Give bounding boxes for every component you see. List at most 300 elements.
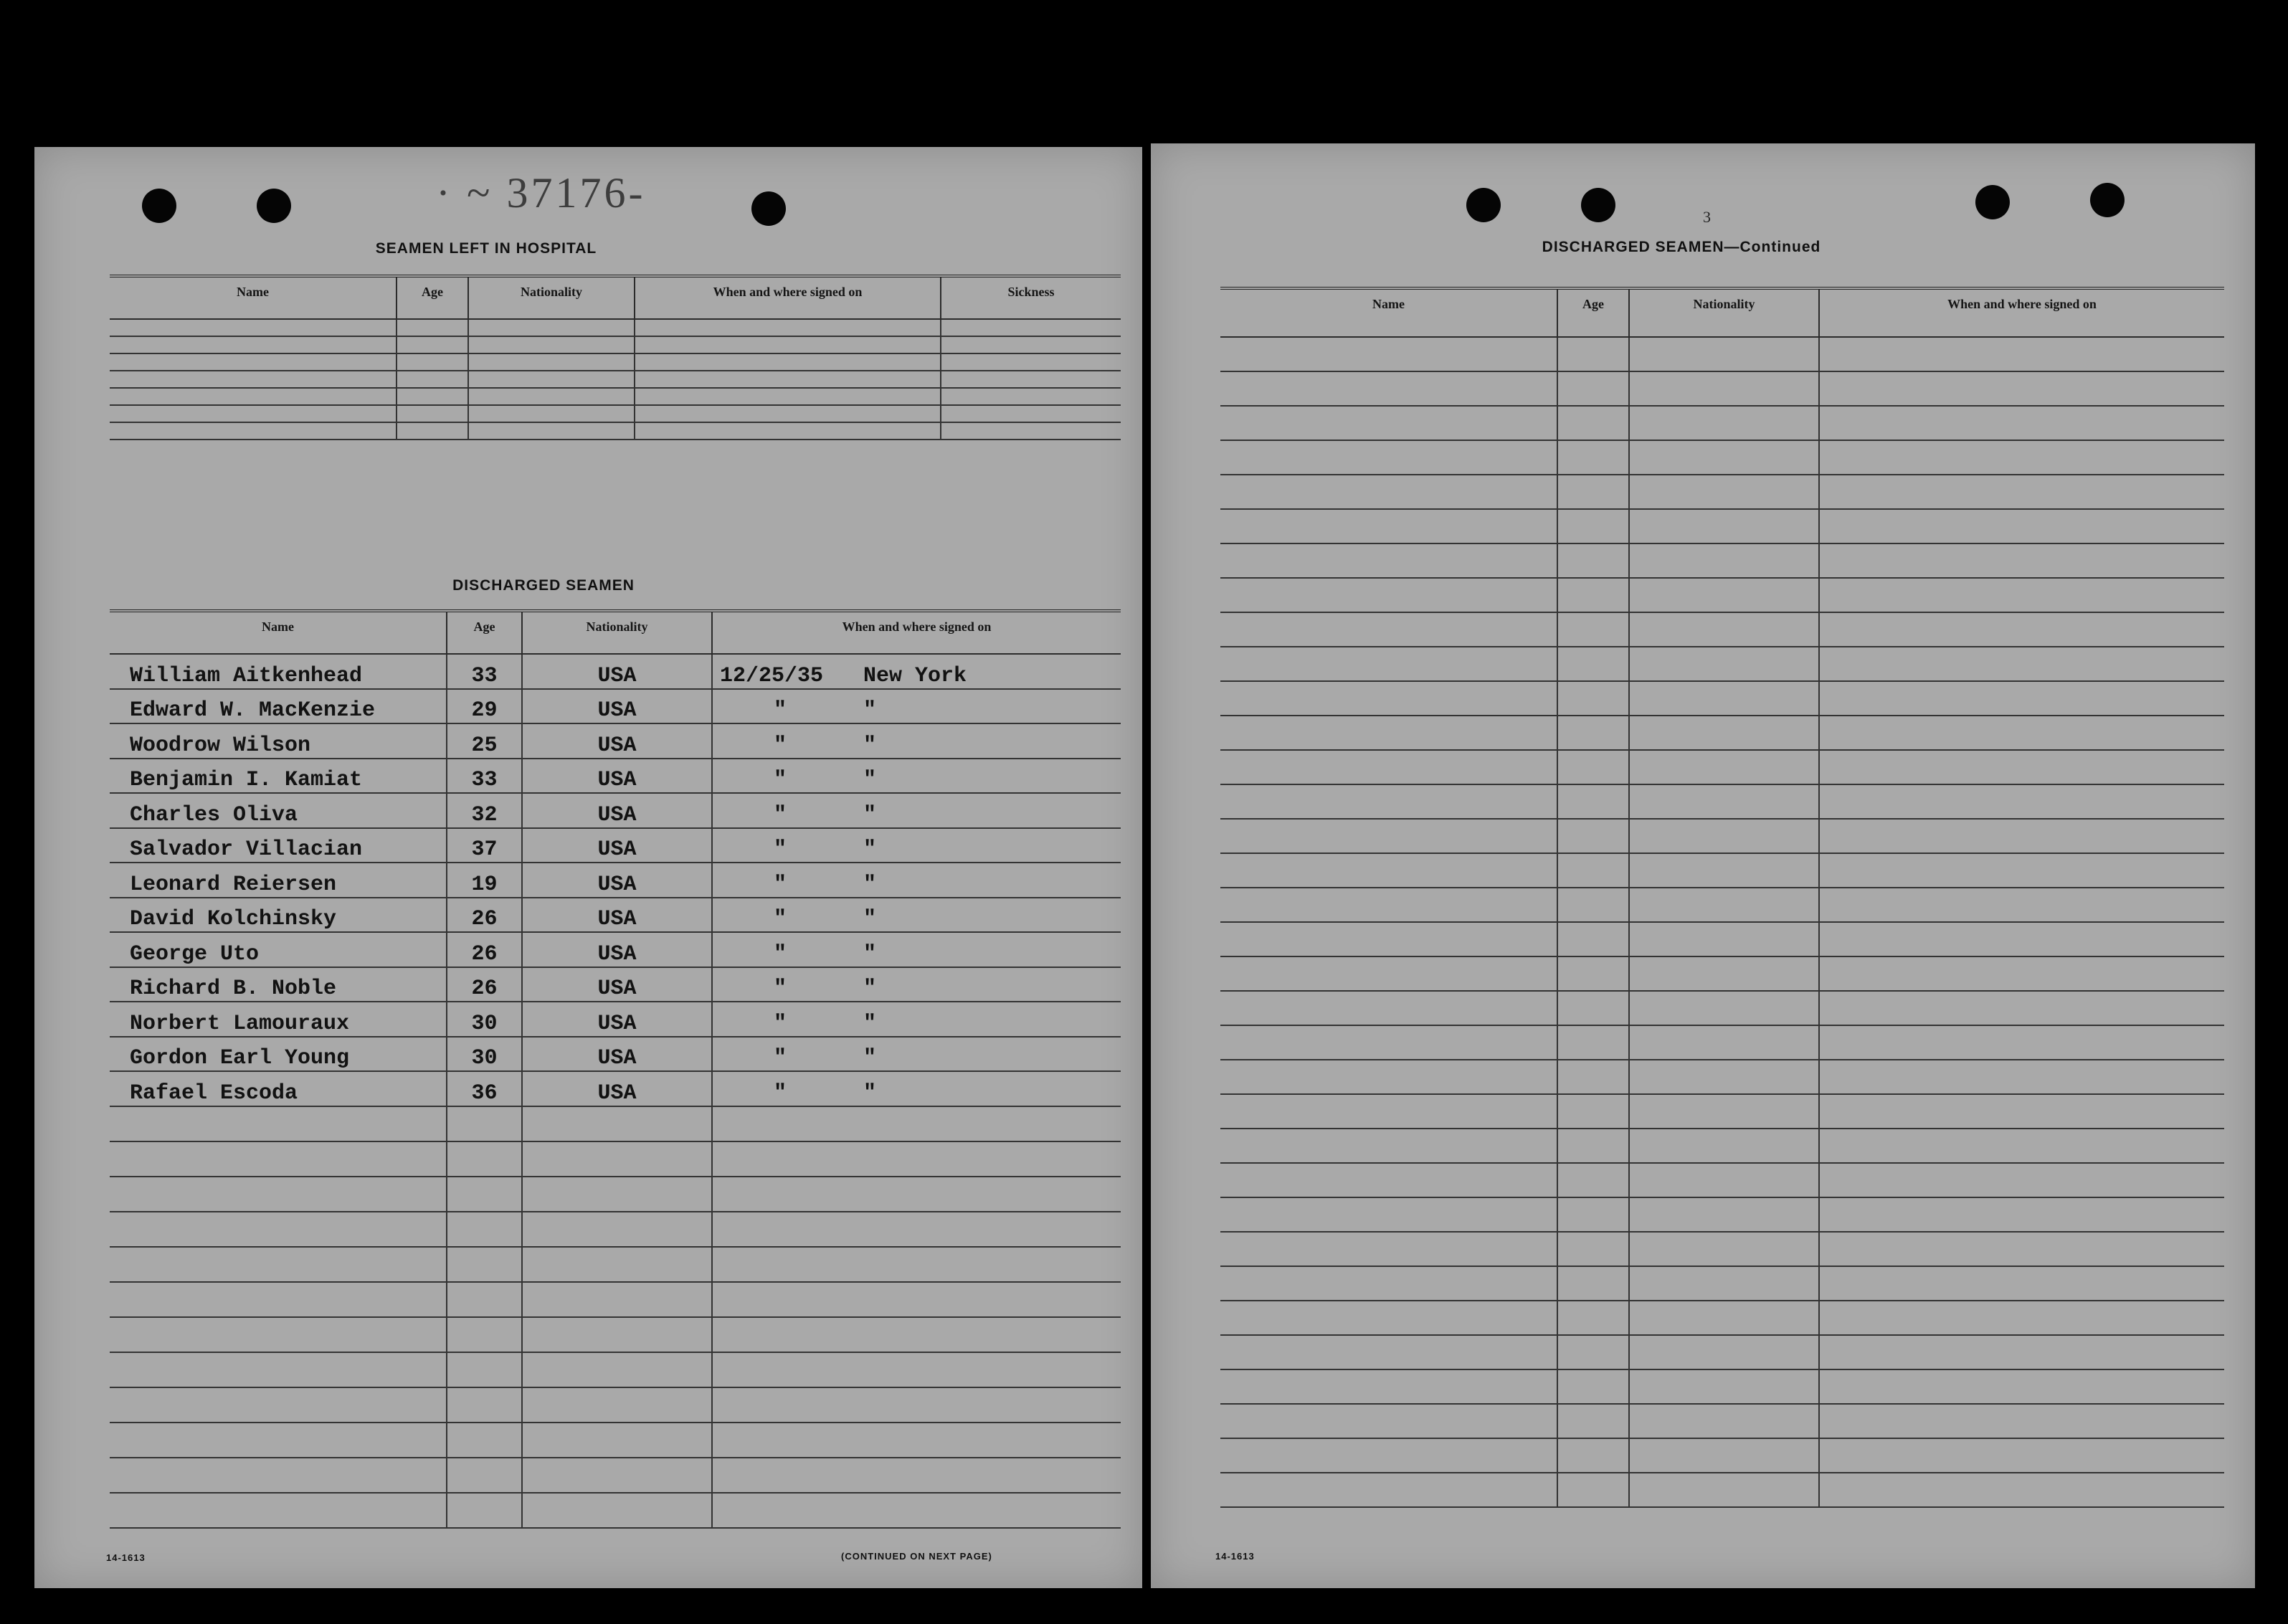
signed-on-date: " (774, 698, 787, 723)
table-row (110, 863, 1121, 898)
table-cell (712, 1106, 1121, 1141)
table-cell (1629, 578, 1819, 612)
table-cell (1220, 1094, 1557, 1129)
table-cell (941, 422, 1121, 440)
left-page (34, 147, 1142, 1588)
signed-on-cell (712, 967, 1121, 1002)
column-header-signed-on: When and where signed on (712, 611, 1121, 654)
table-cell (712, 1493, 1121, 1528)
seaman-age: 26 (447, 898, 522, 933)
table-cell (1557, 1163, 1629, 1197)
table-cell (941, 353, 1121, 371)
table-cell (941, 388, 1121, 405)
table-cell (1220, 1404, 1557, 1438)
table-row (1220, 612, 2224, 647)
table-row (110, 967, 1121, 1002)
table-cell (941, 336, 1121, 353)
table-cell (635, 353, 941, 371)
table-cell (1220, 888, 1557, 922)
table-cell (1819, 784, 2224, 819)
table-row (1220, 1129, 2224, 1163)
signed-on-place: " (863, 802, 877, 827)
table-row (1220, 647, 2224, 681)
signed-on-cell (712, 689, 1121, 724)
table-row (1220, 1197, 2224, 1232)
table-cell (1557, 1232, 1629, 1266)
table-cell (522, 1317, 712, 1352)
table-row (1220, 337, 2224, 371)
signed-on-date: " (774, 733, 787, 758)
signed-on-cell (712, 828, 1121, 863)
column-header-sickness: Sickness (941, 276, 1121, 319)
table-cell (110, 1387, 447, 1423)
seaman-name: Leonard Reiersen (110, 863, 447, 898)
table-cell (447, 1106, 522, 1141)
signed-on-place: " (863, 1011, 877, 1036)
table-cell (1629, 853, 1819, 888)
table-cell (1629, 1025, 1819, 1060)
table-cell (1819, 647, 2224, 681)
table-row (1220, 1404, 2224, 1438)
punch-hole (142, 189, 176, 223)
table-cell (1557, 612, 1629, 647)
seaman-nationality: USA (522, 654, 712, 689)
table-cell (468, 336, 635, 353)
signed-on-cell (712, 898, 1121, 933)
table-cell (1557, 991, 1629, 1025)
table-row (110, 1493, 1121, 1528)
table-cell (1819, 750, 2224, 784)
table-cell (397, 319, 468, 336)
table-cell (1629, 647, 1819, 681)
table-cell (447, 1141, 522, 1177)
seaman-nationality: USA (522, 793, 712, 828)
seaman-name: William Aitkenhead (110, 654, 447, 689)
signed-on-place: " (863, 733, 877, 758)
table-cell (1629, 1129, 1819, 1163)
signed-on-date: " (774, 907, 787, 931)
seaman-nationality: USA (522, 723, 712, 759)
punch-hole (1581, 188, 1615, 222)
table-row (1220, 853, 2224, 888)
table-cell (1220, 1369, 1557, 1404)
column-header-signed-on: When and where signed on (1819, 288, 2224, 337)
table-cell (1557, 406, 1629, 440)
table-cell (712, 1212, 1121, 1247)
table-row (1220, 819, 2224, 853)
table-cell (1629, 1163, 1819, 1197)
seaman-name: Charles Oliva (110, 793, 447, 828)
table-cell (1220, 716, 1557, 750)
signed-on-place: " (863, 837, 877, 862)
column-header-nationality: Nationality (522, 611, 712, 654)
table-cell (1629, 991, 1819, 1025)
continued-note: (CONTINUED ON NEXT PAGE) (841, 1551, 992, 1562)
table-cell (1557, 956, 1629, 991)
table-row (110, 353, 1121, 371)
table-cell (1629, 371, 1819, 406)
table-cell (522, 1282, 712, 1317)
table-cell (1629, 1404, 1819, 1438)
signed-on-cell (712, 723, 1121, 759)
table-cell (1220, 750, 1557, 784)
table-row (1220, 681, 2224, 716)
table-cell (1629, 1335, 1819, 1369)
table-cell (1220, 956, 1557, 991)
table-cell (1220, 509, 1557, 543)
table-cell (1557, 475, 1629, 509)
table-row (1220, 1335, 2224, 1369)
table-row (1220, 1301, 2224, 1335)
signed-on-place: " (863, 907, 877, 931)
table-cell (1220, 371, 1557, 406)
table-cell (1557, 371, 1629, 406)
table-cell (447, 1387, 522, 1423)
table-row (110, 1282, 1121, 1317)
table-cell (1819, 1129, 2224, 1163)
table-cell (110, 1423, 447, 1458)
seaman-age: 19 (447, 863, 522, 898)
table-cell (1220, 612, 1557, 647)
table-cell (712, 1247, 1121, 1282)
table-cell (1220, 475, 1557, 509)
table-cell (1819, 1163, 2224, 1197)
table-row (110, 932, 1121, 967)
table-row (1220, 956, 2224, 991)
table-cell (1819, 543, 2224, 578)
table-cell (1629, 956, 1819, 991)
table-cell (110, 422, 397, 440)
table-cell (1819, 991, 2224, 1025)
punch-hole (1466, 188, 1501, 222)
table-cell (1220, 647, 1557, 681)
table-cell (1819, 578, 2224, 612)
table-cell (1819, 1473, 2224, 1507)
table-cell (110, 371, 397, 388)
table-row (1220, 371, 2224, 406)
signed-on-date: 12/25/35 (720, 663, 824, 688)
table-row (110, 1212, 1121, 1247)
table-cell (1629, 681, 1819, 716)
table-cell (941, 319, 1121, 336)
table-cell (522, 1458, 712, 1493)
discharged-continued-table (1220, 287, 2224, 1508)
hospital-section-title: SEAMEN LEFT IN HOSPITAL (375, 240, 597, 257)
table-row (1220, 1369, 2224, 1404)
table-row (110, 1071, 1121, 1106)
seaman-age: 25 (447, 723, 522, 759)
table-cell (1819, 1369, 2224, 1404)
table-cell (1220, 406, 1557, 440)
seaman-age: 32 (447, 793, 522, 828)
table-row (110, 319, 1121, 336)
table-cell (447, 1493, 522, 1528)
seaman-age: 37 (447, 828, 522, 863)
table-cell (110, 1212, 447, 1247)
table-row (110, 371, 1121, 388)
table-cell (1819, 337, 2224, 371)
table-cell (447, 1423, 522, 1458)
table-cell (1819, 1060, 2224, 1094)
column-header-name: Name (110, 276, 397, 319)
table-cell (1557, 1129, 1629, 1163)
table-cell (712, 1387, 1121, 1423)
signed-on-place: " (863, 941, 877, 967)
signed-on-cell (712, 654, 1121, 689)
table-cell (468, 353, 635, 371)
table-cell (1220, 681, 1557, 716)
table-cell (447, 1177, 522, 1212)
column-header-age: Age (447, 611, 522, 654)
table-cell (1220, 1197, 1557, 1232)
table-cell (1819, 888, 2224, 922)
table-cell (1629, 1473, 1819, 1507)
table-cell (1220, 922, 1557, 956)
table-row (110, 1247, 1121, 1282)
hospital-table (110, 275, 1121, 440)
table-cell (1629, 1232, 1819, 1266)
table-row (110, 1141, 1121, 1177)
table-cell (1557, 716, 1629, 750)
table-row (110, 1423, 1121, 1458)
signed-on-date: " (774, 1011, 787, 1036)
table-row (1220, 1094, 2224, 1129)
seaman-age: 33 (447, 759, 522, 794)
table-cell (1557, 681, 1629, 716)
table-row (1220, 1266, 2224, 1301)
table-cell (110, 1177, 447, 1212)
signed-on-date: " (774, 977, 787, 1001)
table-cell (110, 1106, 447, 1141)
table-cell (1629, 716, 1819, 750)
table-cell (635, 336, 941, 353)
table-cell (522, 1177, 712, 1212)
table-cell (522, 1106, 712, 1141)
table-row (1220, 716, 2224, 750)
table-cell (397, 422, 468, 440)
table-row (110, 1106, 1121, 1141)
table-row (1220, 1232, 2224, 1266)
table-cell (1819, 1301, 2224, 1335)
table-row (110, 689, 1121, 724)
table-cell (1629, 750, 1819, 784)
punch-hole (2090, 183, 2125, 217)
table-row (1220, 750, 2224, 784)
table-cell (1557, 888, 1629, 922)
table-row (1220, 1438, 2224, 1473)
table-cell (712, 1352, 1121, 1387)
table-cell (941, 371, 1121, 388)
table-cell (1220, 1266, 1557, 1301)
table-cell (1220, 337, 1557, 371)
table-cell (1557, 1266, 1629, 1301)
table-cell (110, 1493, 447, 1528)
column-header-nationality: Nationality (468, 276, 635, 319)
table-row (1220, 1473, 2224, 1507)
table-cell (110, 1317, 447, 1352)
continued-section-title: DISCHARGED SEAMEN—Continued (1542, 239, 1821, 255)
table-cell (1629, 1060, 1819, 1094)
signed-on-place: " (863, 698, 877, 723)
table-cell (1220, 1163, 1557, 1197)
table-cell (1557, 1025, 1629, 1060)
table-cell (1557, 922, 1629, 956)
table-cell (1629, 922, 1819, 956)
table-cell (1629, 1301, 1819, 1335)
table-cell (712, 1423, 1121, 1458)
table-row (1220, 1163, 2224, 1197)
table-cell (1220, 1232, 1557, 1266)
seaman-name: Woodrow Wilson (110, 723, 447, 759)
table-cell (635, 388, 941, 405)
table-cell (1819, 440, 2224, 475)
table-row (110, 654, 1121, 689)
table-cell (1220, 1301, 1557, 1335)
seaman-nationality: USA (522, 759, 712, 794)
table-cell (468, 388, 635, 405)
table-row (1220, 1025, 2224, 1060)
table-cell (1557, 1301, 1629, 1335)
table-row (1220, 578, 2224, 612)
seaman-nationality: USA (522, 1002, 712, 1037)
seaman-name: Gordon Earl Young (110, 1037, 447, 1072)
seaman-name: Edward W. MacKenzie (110, 689, 447, 724)
table-cell (397, 405, 468, 422)
signed-on-place: New York (863, 663, 967, 688)
table-cell (1819, 819, 2224, 853)
table-cell (1220, 1025, 1557, 1060)
table-cell (1819, 853, 2224, 888)
table-cell (1220, 578, 1557, 612)
table-cell (110, 336, 397, 353)
table-cell (1220, 440, 1557, 475)
table-cell (110, 1282, 447, 1317)
punch-hole (1975, 185, 2010, 219)
table-row (110, 336, 1121, 353)
table-cell (110, 1352, 447, 1387)
table-cell (1819, 1094, 2224, 1129)
signed-on-date: " (774, 1046, 787, 1070)
table-cell (1819, 1438, 2224, 1473)
punch-hole (257, 189, 291, 223)
seaman-name: Rafael Escoda (110, 1071, 447, 1106)
table-cell (447, 1247, 522, 1282)
table-cell (447, 1458, 522, 1493)
signed-on-date: " (774, 1081, 787, 1106)
table-cell (1557, 1404, 1629, 1438)
table-cell (635, 371, 941, 388)
table-cell (110, 405, 397, 422)
table-cell (522, 1247, 712, 1282)
table-cell (1629, 543, 1819, 578)
table-cell (1220, 819, 1557, 853)
table-cell (522, 1212, 712, 1247)
handwritten-note: · ~ 37176- (436, 169, 646, 217)
seaman-nationality: USA (522, 1037, 712, 1072)
table-row (1220, 991, 2224, 1025)
signed-on-date: " (774, 802, 787, 827)
table-cell (1220, 1129, 1557, 1163)
table-cell (1557, 750, 1629, 784)
table-cell (1557, 1438, 1629, 1473)
signed-on-date: " (774, 768, 787, 792)
seaman-nationality: USA (522, 863, 712, 898)
signed-on-date: " (774, 941, 787, 967)
table-cell (712, 1458, 1121, 1493)
seaman-name: Benjamin I. Kamiat (110, 759, 447, 794)
table-cell (1819, 956, 2224, 991)
table-cell (1629, 406, 1819, 440)
table-cell (1557, 578, 1629, 612)
table-cell (635, 405, 941, 422)
form-code: 14-1613 (1215, 1551, 1255, 1562)
table-cell (447, 1282, 522, 1317)
signed-on-cell (712, 1002, 1121, 1037)
table-cell (1220, 1060, 1557, 1094)
table-row (110, 388, 1121, 405)
signed-on-cell (712, 793, 1121, 828)
table-cell (1629, 475, 1819, 509)
table-cell (1819, 1025, 2224, 1060)
table-cell (1629, 1438, 1819, 1473)
table-row (1220, 888, 2224, 922)
table-cell (1557, 1369, 1629, 1404)
signed-on-cell (712, 1071, 1121, 1106)
table-cell (1629, 440, 1819, 475)
table-cell (1629, 819, 1819, 853)
table-row (110, 1458, 1121, 1493)
table-cell (1220, 1335, 1557, 1369)
table-cell (1819, 612, 2224, 647)
seaman-age: 29 (447, 689, 522, 724)
signed-on-cell (712, 759, 1121, 794)
table-cell (397, 336, 468, 353)
table-cell (397, 353, 468, 371)
table-cell (1629, 784, 1819, 819)
table-cell (110, 353, 397, 371)
seaman-name: David Kolchinsky (110, 898, 447, 933)
table-row (110, 723, 1121, 759)
signed-on-date: " (774, 837, 787, 862)
table-cell (1220, 991, 1557, 1025)
table-cell (447, 1317, 522, 1352)
table-cell (712, 1141, 1121, 1177)
table-cell (1557, 509, 1629, 543)
signed-on-place: " (863, 768, 877, 792)
seaman-name: George Uto (110, 932, 447, 967)
table-cell (110, 1458, 447, 1493)
table-cell (1629, 1094, 1819, 1129)
signed-on-place: " (863, 1081, 877, 1106)
table-cell (941, 405, 1121, 422)
seaman-age: 26 (447, 967, 522, 1002)
seaman-age: 36 (447, 1071, 522, 1106)
table-cell (1819, 1232, 2224, 1266)
signed-on-date: " (774, 872, 787, 897)
table-cell (1629, 337, 1819, 371)
table-row (1220, 406, 2224, 440)
table-cell (522, 1423, 712, 1458)
table-row (110, 1037, 1121, 1072)
table-row (110, 898, 1121, 933)
table-cell (522, 1493, 712, 1528)
seaman-nationality: USA (522, 828, 712, 863)
seaman-nationality: USA (522, 1071, 712, 1106)
table-cell (468, 422, 635, 440)
table-cell (1557, 853, 1629, 888)
table-cell (397, 371, 468, 388)
table-row (1220, 1060, 2224, 1094)
